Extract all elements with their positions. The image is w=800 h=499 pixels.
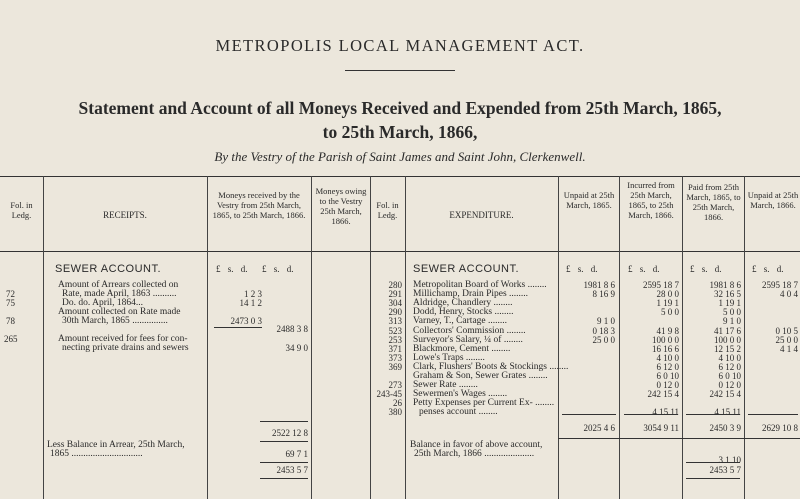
expenditure-item: Sewermen's Wages ........ bbox=[413, 389, 508, 400]
lsd-header: £ s. d. bbox=[752, 264, 784, 274]
expenditure-fol: 313 bbox=[388, 316, 402, 327]
expenditure-fol: 380 bbox=[388, 407, 402, 418]
less-balance-text: Less Balance in Arrear, 25th March, bbox=[47, 440, 185, 450]
document-title: METROPOLIS LOCAL MANAGEMENT ACT. bbox=[215, 36, 585, 55]
expenditure-unpaid-1865: 9 1 0 bbox=[597, 316, 615, 327]
expenditure-unpaid-1865: 25 0 0 bbox=[592, 334, 615, 345]
sum-rule bbox=[260, 421, 308, 422]
less-balance-text: 1865 .............................. bbox=[50, 449, 143, 459]
expenditure-fol: 369 bbox=[388, 361, 402, 372]
balance-total: 2453 5 7 bbox=[709, 465, 741, 475]
receipt-do-text: Do. do. April, 1864... bbox=[62, 298, 144, 308]
col-divider bbox=[682, 176, 683, 499]
expenditure-incurred: 5 0 0 bbox=[661, 307, 679, 318]
total-paid: 2450 3 9 bbox=[709, 423, 741, 433]
expenditure-paid: 242 15 4 bbox=[709, 389, 741, 400]
expenditure-item: Aldridge, Chandlery ........ bbox=[413, 298, 513, 309]
lsd-header: £ s. d. bbox=[566, 264, 598, 274]
receipt-fol: 75 bbox=[6, 298, 15, 308]
parish-subtitle: By the Vestry of the Parish of Saint James and Saint John, Clerkenwell. bbox=[214, 149, 586, 164]
expenditure-incurred: 4 15 11 bbox=[652, 407, 679, 418]
expenditure-incurred: 16 16 6 bbox=[652, 343, 679, 354]
receipt-arrears-text: Rate, made April, 1863 .......... bbox=[62, 289, 177, 299]
expenditure-fol: 523 bbox=[388, 325, 402, 336]
sum-rule bbox=[260, 478, 308, 479]
section-title-expenditure: SEWER ACCOUNT. bbox=[413, 263, 520, 275]
expenditure-item: Graham & Son, Sewer Grates ........ bbox=[413, 371, 548, 381]
receipt-fol: 265 bbox=[4, 334, 18, 344]
expenditure-item: Millichamp, Drain Pipes ........ bbox=[413, 289, 529, 300]
receipt-fees-text: necting private drains and sewers bbox=[62, 343, 189, 353]
expenditure-fol: 291 bbox=[388, 289, 402, 300]
expenditure-unpaid-1865: 8 16 9 bbox=[592, 289, 615, 300]
lsd-header: £ s. d. bbox=[628, 264, 660, 274]
lsd-header: £ s. d. bbox=[262, 264, 294, 274]
receipt-fol: 72 bbox=[6, 289, 15, 299]
sum-rule bbox=[748, 414, 798, 415]
expenditure-item: Metropolitan Board of Works ........ bbox=[413, 280, 547, 290]
expenditure-fol: 373 bbox=[388, 352, 402, 363]
total-unpaid-1865: 2025 4 6 bbox=[583, 423, 615, 433]
heading-line-1: Statement and Account of all Moneys Received and Expended from 25th March, 1865, bbox=[78, 98, 722, 118]
sum-rule bbox=[686, 462, 740, 463]
heading-line-2: to 25th March, 1866, bbox=[322, 122, 478, 142]
expenditure-incurred: 1 19 1 bbox=[656, 298, 679, 309]
balance-text: Balance in favor of above account, bbox=[410, 440, 543, 450]
expenditure-unpaid-1865: 0 18 3 bbox=[592, 325, 615, 336]
header-expenditure: EXPENDITURE. bbox=[449, 210, 514, 220]
sum-rule bbox=[562, 414, 616, 415]
expenditure-paid: 12 15 2 bbox=[714, 343, 741, 354]
header-bottom-rule bbox=[0, 251, 800, 252]
total-unpaid-1866: 2629 10 8 bbox=[762, 423, 798, 433]
col-divider bbox=[207, 176, 208, 499]
expenditure-fol: 290 bbox=[388, 307, 402, 318]
expenditure-incurred: 6 12 0 bbox=[656, 361, 679, 372]
balance-text: 25th March, 1866 ..................... bbox=[414, 449, 535, 459]
header-owing: Moneys owing to the Vestry 25th March, 1866. bbox=[315, 186, 367, 226]
sum-rule bbox=[624, 414, 678, 415]
total-incurred: 3054 9 11 bbox=[643, 423, 679, 433]
table-top-rule bbox=[0, 176, 800, 177]
header-received: Moneys received by the Vestry from 25th March, 1865, to 25th March, 1866. bbox=[212, 190, 306, 220]
expenditure-item: Sewer Rate ........ bbox=[413, 380, 478, 391]
expenditure-paid: 4 15 11 bbox=[714, 407, 741, 418]
expenditure-item: Petty Expenses per Current Ex- ........ bbox=[413, 398, 555, 409]
col-divider bbox=[744, 176, 745, 499]
expenditure-incurred: 2595 18 7 bbox=[643, 280, 679, 290]
col-divider bbox=[405, 176, 406, 499]
col-divider bbox=[619, 176, 620, 499]
expenditure-item: Surveyor's Salary, ¼ of ........ bbox=[413, 334, 523, 345]
col-divider bbox=[43, 176, 44, 499]
statement-heading bbox=[0, 96, 800, 144]
sum-rule bbox=[686, 414, 740, 415]
expenditure-unpaid-1866: 0 10 5 bbox=[775, 325, 798, 336]
sum-rule bbox=[260, 462, 308, 463]
header-unpaid-1866: Unpaid at 25th March, 1866. bbox=[747, 190, 799, 210]
expenditure-item: penses account ........ bbox=[419, 407, 498, 418]
expenditure-paid: 1 19 1 bbox=[718, 298, 741, 309]
expenditure-incurred: 41 9 8 bbox=[656, 325, 679, 336]
expenditure-paid: 9 1 0 bbox=[723, 316, 741, 327]
col-divider bbox=[311, 176, 312, 499]
expenditure-incurred: 100 0 0 bbox=[652, 334, 679, 345]
receipt-fol: 78 bbox=[6, 316, 15, 326]
header-unpaid-1865: Unpaid at 25th March, 1865. bbox=[563, 190, 615, 210]
receipt-rate-amount: 2473 0 3 bbox=[230, 316, 262, 326]
receipt-arrears-text: Amount of Arrears collected on bbox=[58, 280, 179, 290]
expenditure-fol: 273 bbox=[388, 380, 402, 391]
sum-rule bbox=[260, 441, 308, 442]
expenditure-paid: 4 10 0 bbox=[718, 352, 741, 363]
expenditure-unpaid-1865: 1981 8 6 bbox=[583, 280, 615, 290]
lsd-header: £ s. d. bbox=[690, 264, 722, 274]
lsd-header: £ s. d. bbox=[216, 264, 248, 274]
expenditure-item: Lowe's Traps ........ bbox=[413, 352, 485, 363]
expenditure-paid: 5 0 0 bbox=[723, 307, 741, 318]
expenditure-incurred: 4 10 0 bbox=[656, 352, 679, 363]
expenditure-incurred: 242 15 4 bbox=[647, 389, 679, 400]
header-fol-exp: Fol. in Ledg. bbox=[376, 200, 399, 220]
totals-rule bbox=[558, 438, 800, 439]
expenditure-item: Dodd, Henry, Stocks ........ bbox=[413, 307, 514, 318]
expenditure-fol: 280 bbox=[388, 280, 402, 290]
receipt-fees-amount: 34 9 0 bbox=[285, 343, 308, 353]
section-title-receipts: SEWER ACCOUNT. bbox=[55, 263, 162, 275]
expenditure-paid: 0 12 0 bbox=[718, 380, 741, 391]
expenditure-fol: 371 bbox=[388, 343, 402, 354]
header-receipts: RECEIPTS. bbox=[103, 210, 147, 220]
expenditure-incurred: 0 12 0 bbox=[656, 380, 679, 391]
col-divider bbox=[370, 176, 371, 499]
title-rule bbox=[345, 70, 455, 71]
expenditure-unpaid-1866: 2595 18 7 bbox=[762, 280, 798, 290]
receipt-net-total: 2453 5 7 bbox=[276, 465, 308, 475]
header-incurred: Incurred from 25th March, 1865, to 25th March, 1866. bbox=[627, 180, 675, 220]
less-balance-amount: 69 7 1 bbox=[285, 449, 308, 459]
expenditure-unpaid-1866: 4 0 4 bbox=[780, 289, 798, 300]
expenditure-incurred: 6 0 10 bbox=[656, 371, 679, 381]
expenditure-paid: 41 17 6 bbox=[714, 325, 741, 336]
expenditure-paid: 6 12 0 bbox=[718, 361, 741, 372]
expenditure-item: Blackmore, Cement ........ bbox=[413, 343, 511, 354]
expenditure-item: Clark, Flushers' Boots & Stockings ........ bbox=[413, 361, 569, 372]
receipt-do-amount: 14 1 2 bbox=[239, 298, 262, 308]
header-paid: Paid from 25th March, 1865, to 25th March, 1866. bbox=[686, 182, 741, 222]
expenditure-unpaid-1866: 25 0 0 bbox=[775, 334, 798, 345]
expenditure-paid: 32 16 5 bbox=[714, 289, 741, 300]
expenditure-paid: 6 0 10 bbox=[718, 371, 741, 381]
expenditure-fol: 26 bbox=[393, 398, 402, 409]
expenditure-unpaid-1866: 4 1 4 bbox=[780, 343, 798, 354]
receipt-total: 2522 12 8 bbox=[272, 428, 308, 438]
receipt-fees-text: Amount received for fees for con- bbox=[58, 334, 188, 344]
balance-amount: 3 1 10 bbox=[718, 455, 741, 465]
receipt-subtotal: 2488 3 8 bbox=[276, 324, 308, 334]
expenditure-fol: 243-45 bbox=[376, 389, 402, 400]
col-divider bbox=[558, 176, 559, 499]
sum-rule bbox=[214, 327, 262, 328]
receipt-rate-text: Amount collected on Rate made bbox=[58, 307, 181, 317]
expenditure-fol: 253 bbox=[388, 334, 402, 345]
receipt-rate-text: 30th March, 1865 ............... bbox=[62, 316, 168, 326]
sum-rule bbox=[686, 478, 740, 479]
receipt-arrears-amount: 1 2 3 bbox=[244, 289, 262, 299]
expenditure-paid: 1981 8 6 bbox=[709, 280, 741, 290]
expenditure-fol: 304 bbox=[388, 298, 402, 309]
expenditure-item: Collectors' Commission ........ bbox=[413, 325, 526, 336]
expenditure-paid: 100 0 0 bbox=[714, 334, 741, 345]
expenditure-incurred: 28 0 0 bbox=[656, 289, 679, 300]
header-fol: Fol. in Ledg. bbox=[10, 200, 33, 220]
expenditure-item: Varney, T., Cartage ........ bbox=[413, 316, 508, 327]
